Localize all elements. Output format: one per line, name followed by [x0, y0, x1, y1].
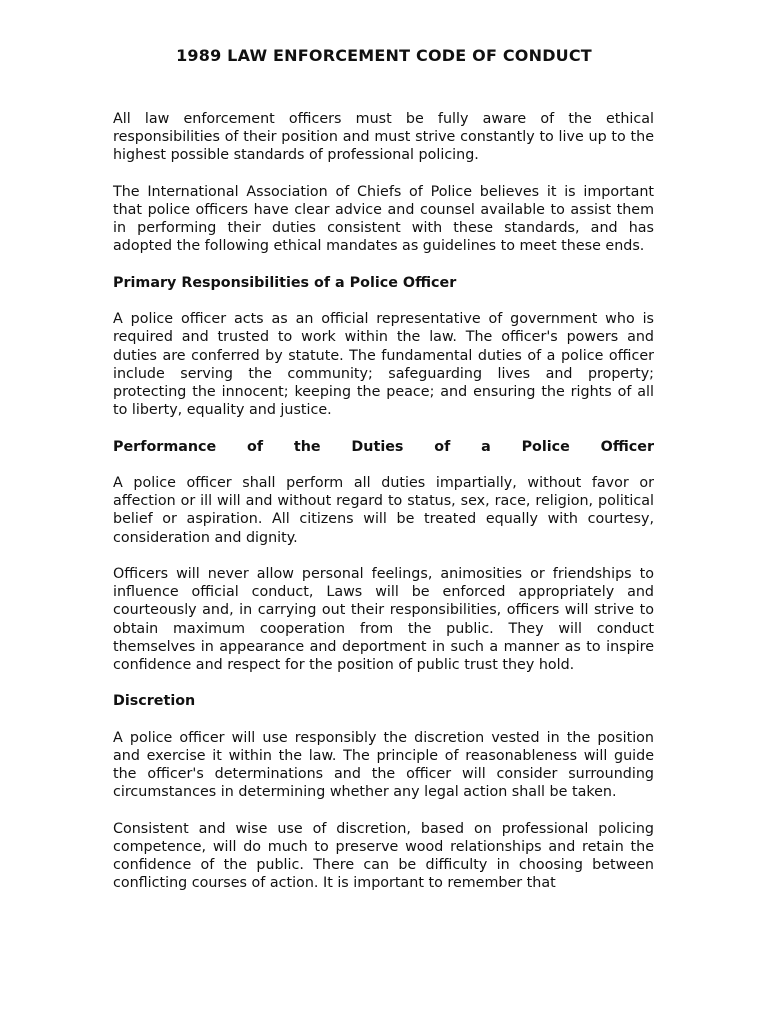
primary-responsibilities-paragraph-1: A police officer acts as an official representative of government who is required and trusted to work within the law. The officer's powers and duties are conferred by statute. The fundamental duties of a police officer include serving the community; safeguarding lives and property; protecting the innocent; keeping the peace; and ensuring the rights of all to liberty, equality and justice. — [113, 311, 654, 419]
section-heading-performance-of-duties: Performance of the Duties of a Police Officer — [113, 438, 654, 455]
document-body — [113, 110, 654, 911]
section-heading-discretion: Discretion — [113, 693, 196, 710]
performance-paragraph-2: Officers will never allow personal feelings, animosities or friendships to influence official conduct, Laws will be enforced appropriately and courteously and, in carrying out their responsibilities, officers will strive to obtain maximum cooperation from the public. They will conduct themselves in appearance and deportment in such a manner as to inspire confidence and respect for the position of public trust they hold. — [113, 565, 654, 673]
discretion-paragraph-2: Consistent and wise use of discretion, based on professional policing competence, will do much to preserve wood relationships and retain the confidence of the public. There can be difficulty in choosing between conflicting courses of action. It is important to remember that — [113, 820, 654, 892]
section-heading-primary-responsibilities: Primary Responsibilities of a Police Officer — [113, 274, 457, 291]
performance-paragraph-1: A police officer shall perform all duties impartially, without favor or affection or ill will and without regard to status, sex, race, religion, political belief or aspiration. All citizens will be treated equally with courtesy, consideration and dignity. — [113, 474, 654, 546]
intro-paragraph-2: The International Association of Chiefs of Police believes it is important that police officers have clear advice and counsel available to assist them in performing their duties consistent with these standards, and has adopted the following ethical mandates as guidelines to meet these ends. — [113, 183, 654, 255]
discretion-paragraph-1: A police officer will use responsibly the discretion vested in the position and exercise it within the law. The principle of reasonableness will guide the officer's determinations and the officer will consider surrounding circumstances in determining whether any legal action shall be taken. — [113, 729, 654, 801]
intro-paragraph-1: All law enforcement officers must be fully aware of the ethical responsibilities of their position and must strive constantly to live up to the highest possible standards of professional policing. — [113, 111, 654, 164]
document-title: 1989 LAW ENFORCEMENT CODE OF CONDUCT — [176, 46, 592, 65]
